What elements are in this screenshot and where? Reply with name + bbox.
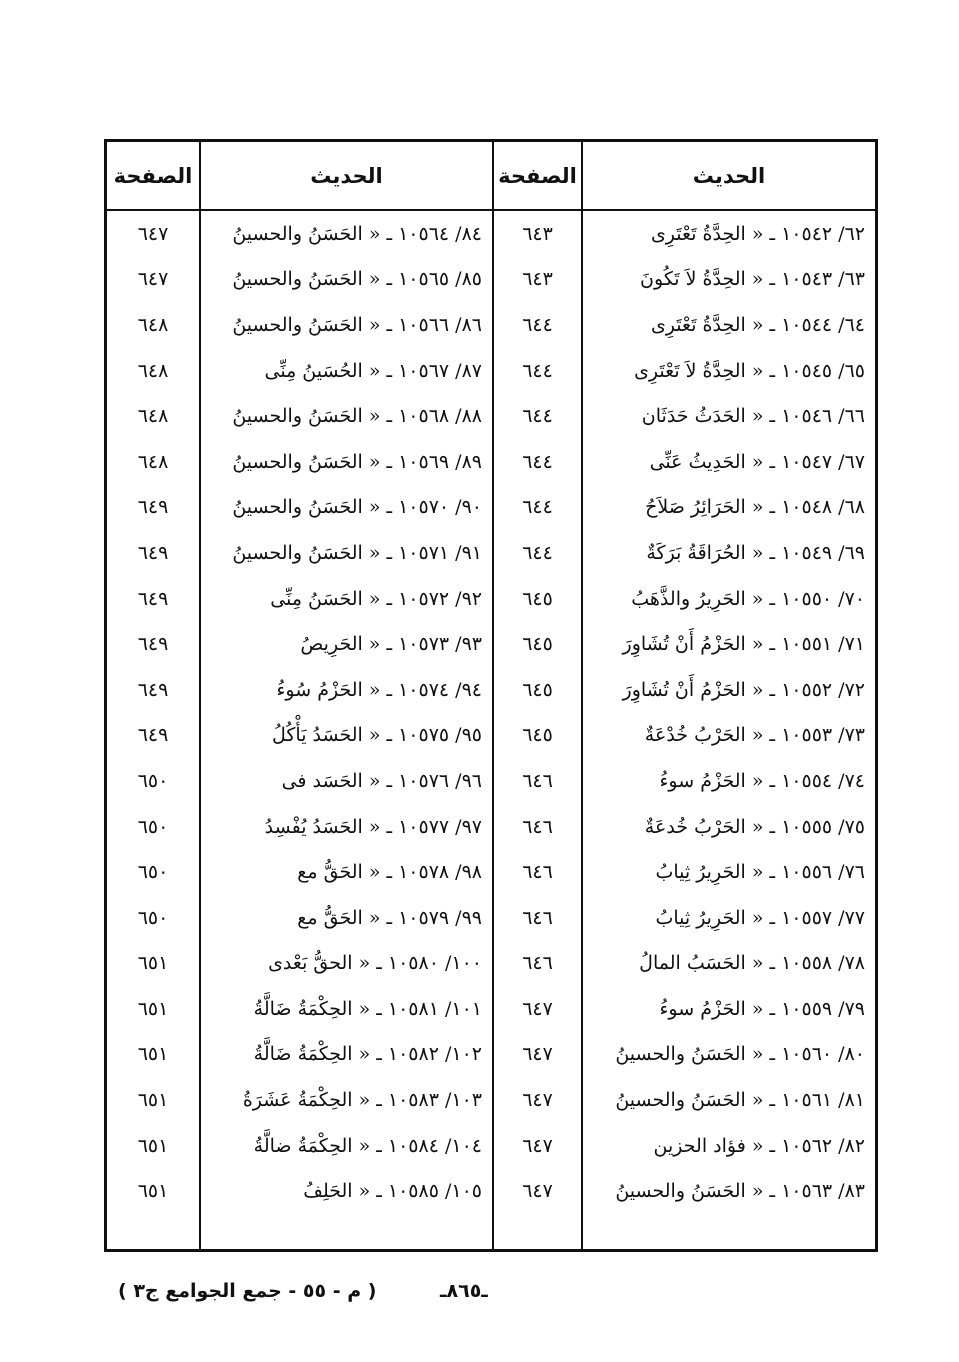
page-number-cell: ٦٤٨ <box>137 405 169 428</box>
page-number-cell: ٦٤٧ <box>137 268 169 291</box>
hadith-entry: ٧٣/ ١٠٥٥٣ ـ « الحَرْبُ خُدْعَةٌ <box>644 724 865 747</box>
page-number-cell: ٦٤٩ <box>137 541 169 564</box>
page-number: ـ٨٦٥ـ <box>440 1280 488 1302</box>
table-row <box>107 257 875 303</box>
table-row <box>107 302 875 348</box>
hadith-entry: ١٠٠/ ١٠٥٨٠ ـ « الحقُّ بَعْدى <box>268 952 482 975</box>
page-number-cell: ٦٤٩ <box>137 587 169 610</box>
page-number-cell: ٦٤٩ <box>137 678 169 701</box>
page-number-cell: ٦٤٦ <box>522 952 553 975</box>
page-number-cell: ٦٤٦ <box>522 769 553 792</box>
page-number-cell: ٦٤٨ <box>137 359 169 382</box>
table-rows <box>107 211 875 1214</box>
page-number-cell: ٦٤٩ <box>137 633 169 656</box>
page-number-cell: ٦٥٠ <box>137 769 169 792</box>
hadith-entry: ١٠٥/ ١٠٥٨٥ ـ « الحَلِفُ <box>303 1180 482 1203</box>
page-number-cell: ٦٥١ <box>137 1043 169 1066</box>
table-row <box>107 1077 875 1123</box>
hadith-entry: ٩٦/ ١٠٥٧٦ ـ « الحَسَد فى <box>281 769 482 792</box>
hadith-entry: ١٠٢/ ١٠٥٨٢ ـ « الحِكْمَةُ ضَالَّةُ <box>253 1043 482 1066</box>
page-number-cell: ٦٤٤ <box>522 496 553 519</box>
table-row <box>107 211 875 257</box>
page-number-cell: ٦٤٤ <box>522 541 553 564</box>
hadith-entry: ٧٠/ ١٠٥٥٠ ـ « الحَرِيرُ والذَّهَبُ <box>631 587 865 610</box>
hadith-entry: ١٠٤/ ١٠٥٨٤ ـ « الحِكْمَةُ ضالَّةُ <box>253 1134 482 1157</box>
page-number-cell: ٦٤٦ <box>522 815 553 838</box>
page-number-cell: ٦٤٧ <box>522 1043 553 1066</box>
page-number-cell: ٦٤٥ <box>522 678 553 701</box>
page-number-cell: ٦٤٩ <box>137 496 169 519</box>
table-row <box>107 849 875 895</box>
hadith-entry: ٩٢/ ١٠٥٧٢ ـ « الحَسَنُ مِنِّى <box>270 587 482 610</box>
hadith-entry: ٧٨/ ١٠٥٥٨ ـ « الحَسَبُ المالُ <box>639 952 865 975</box>
page-number-cell: ٦٤٥ <box>522 587 553 610</box>
table-row <box>107 986 875 1032</box>
hadith-entry: ٧٧/ ١٠٥٥٧ ـ « الحَرِيرُ ثِيابُ <box>655 906 865 929</box>
hadith-entry: ٧١/ ١٠٥٥١ ـ « الحَزْمُ أَنْ تُشَاوِرَ <box>622 633 865 656</box>
header-hadith-right: الحديث <box>692 163 766 188</box>
page-number-cell: ٦٤٥ <box>522 633 553 656</box>
page-number-cell: ٦٤٩ <box>137 724 169 747</box>
page-number-cell: ٦٤٨ <box>137 450 169 473</box>
page-number-cell: ٦٥١ <box>137 997 169 1020</box>
hadith-entry: ٩٥/ ١٠٥٧٥ ـ « الحَسَدُ يَأْكُلُ <box>271 724 482 747</box>
hadith-entry: ٩٤/ ١٠٥٧٤ ـ « الحَزْمُ سُوءُ <box>276 678 482 701</box>
hadith-entry: ٨٨/ ١٠٥٦٨ ـ « الحَسَنُ والحسينُ <box>232 405 482 428</box>
hadith-entry: ٧٢/ ١٠٥٥٢ ـ « الحَزْمُ أَنْ تُشَاوِرَ <box>622 678 865 701</box>
page-number-cell: ٦٤٦ <box>522 861 553 884</box>
hadith-entry: ٨٢/ ١٠٥٦٢ ـ « فؤاد الحزين <box>653 1134 865 1157</box>
page-number-cell: ٦٥١ <box>137 1180 169 1203</box>
page-number-cell: ٦٤٥ <box>522 724 553 747</box>
page-number-cell: ٦٥١ <box>137 1134 169 1157</box>
source-reference: ( م - ٥٥ - جمع الجوامع ج٣ ) <box>118 1280 377 1302</box>
header-hadith-left: الحديث <box>310 163 383 188</box>
hadith-entry: ٨٦/ ١٠٥٦٦ ـ « الحَسَنُ والحسينُ <box>232 313 482 336</box>
hadith-entry: ٩١/ ١٠٥٧١ ـ « الحَسَنُ والحسينُ <box>232 541 482 564</box>
hadith-entry: ٩٣/ ١٠٥٧٣ ـ « الحَرِيصُ <box>300 633 482 656</box>
hadith-entry: ٧٩/ ١٠٥٥٩ ـ « الحَزْمُ سوءُ <box>659 997 865 1020</box>
hadith-entry: ٦٢/ ١٠٥٤٢ ـ « الحِدَّةُ تَعْتَرِى <box>650 222 865 245</box>
table-row <box>107 485 875 531</box>
hadith-entry: ٧٥/ ١٠٥٥٥ ـ « الحَرْبُ خُدعَةٌ <box>644 815 865 838</box>
page-number-cell: ٦٤٤ <box>522 450 553 473</box>
table-row <box>107 439 875 485</box>
page-number-cell: ٦٤٧ <box>522 997 553 1020</box>
table-row <box>107 667 875 713</box>
hadith-entry: ٨١/ ١٠٥٦١ ـ « الحَسَنُ والحسينُ <box>615 1089 865 1112</box>
table-row <box>107 576 875 622</box>
hadith-entry: ٧٤/ ١٠٥٥٤ ـ « الحَزْمُ سوءُ <box>659 769 865 792</box>
page-number-cell: ٦٤٣ <box>522 222 553 245</box>
page-number-cell: ٦٤٣ <box>522 268 553 291</box>
header-page-left: الصفحة <box>113 163 193 188</box>
table-row <box>107 1168 875 1214</box>
hadith-entry: ٦٧/ ١٠٥٤٧ ـ « الحَدِيثُ عَنِّى <box>649 450 865 473</box>
hadith-entry: ٩٩/ ١٠٥٧٩ ـ « الحَقُّ مع <box>297 906 482 929</box>
page-number-cell: ٦٤٧ <box>522 1180 553 1203</box>
hadith-entry: ٩٠/ ١٠٥٧٠ ـ « الحَسَنُ والحسينُ <box>232 496 482 519</box>
hadith-entry: ٦٨/ ١٠٥٤٨ ـ « الحَرَائِرُ صَلاَحُ <box>645 496 865 519</box>
hadith-entry: ٧٦/ ١٠٥٥٦ ـ « الحَرِيرُ ثِيابُ <box>655 861 865 884</box>
hadith-entry: ٦٩/ ١٠٥٤٩ ـ « الحُرَاقَةُ بَرَكَةٌ <box>646 541 865 564</box>
hadith-entry: ٨٩/ ١٠٥٦٩ ـ « الحَسَنُ والحسينُ <box>232 450 482 473</box>
hadith-entry: ٨٣/ ١٠٥٦٣ ـ « الحَسَنُ والحسينُ <box>615 1180 865 1203</box>
hadith-entry: ٨٠/ ١٠٥٦٠ ـ « الحَسَنُ والحسينُ <box>615 1043 865 1066</box>
hadith-entry: ٨٧/ ١٠٥٦٧ ـ « الحُسَينُ مِنِّى <box>264 359 482 382</box>
hadith-entry: ٦٤/ ١٠٥٤٤ ـ « الحِدَّةُ تَعْتَرِى <box>650 313 865 336</box>
table-row <box>107 713 875 759</box>
index-table <box>104 139 878 1252</box>
table-row <box>107 895 875 941</box>
hadith-entry: ٩٧/ ١٠٥٧٧ ـ « الحَسَدُ يُفْسِدُ <box>264 815 482 838</box>
table-row <box>107 621 875 667</box>
page-number-cell: ٦٥١ <box>137 952 169 975</box>
hadith-entry: ٨٥/ ١٠٥٦٥ ـ « الحَسَنُ والحسينُ <box>232 268 482 291</box>
page-number-cell: ٦٤٧ <box>137 222 169 245</box>
table-row <box>107 348 875 394</box>
page-number-cell: ٦٤٤ <box>522 313 553 336</box>
table-row <box>107 530 875 576</box>
hadith-entry: ١٠١/ ١٠٥٨١ ـ « الحِكْمَةُ ضَالَّةُ <box>253 997 482 1020</box>
hadith-entry: ٦٥/ ١٠٥٤٥ ـ « الحِدَّةُ لاَ تَعْتَرِى <box>634 359 865 382</box>
table-row <box>107 1123 875 1169</box>
page-number-cell: ٦٤٤ <box>522 359 553 382</box>
hadith-entry: ٩٨/ ١٠٥٧٨ ـ « الحَقُّ مع <box>297 861 482 884</box>
page-number-cell: ٦٥١ <box>137 1089 169 1112</box>
page-number-cell: ٦٤٧ <box>522 1134 553 1157</box>
hadith-entry: ٨٤/ ١٠٥٦٤ ـ « الحَسَنُ والحسينُ <box>232 222 482 245</box>
table-row <box>107 941 875 987</box>
page-number-cell: ٦٤٧ <box>522 1089 553 1112</box>
table-row <box>107 1032 875 1078</box>
table-row <box>107 804 875 850</box>
table-row <box>107 393 875 439</box>
header-page-right: الصفحة <box>498 163 577 188</box>
page-number-cell: ٦٥٠ <box>137 906 169 929</box>
page-number-cell: ٦٥٠ <box>137 815 169 838</box>
page-number-cell: ٦٥٠ <box>137 861 169 884</box>
page-number-cell: ٦٤٦ <box>522 906 553 929</box>
page-number-cell: ٦٤٤ <box>522 405 553 428</box>
table-row <box>107 758 875 804</box>
hadith-entry: ٦٦/ ١٠٥٤٦ ـ « الحَدَثُ حَدَثَان <box>641 405 865 428</box>
page-number-cell: ٦٤٨ <box>137 313 169 336</box>
hadith-entry: ١٠٣/ ١٠٥٨٣ ـ « الحِكْمَةُ عَشَرَةُ <box>242 1089 482 1112</box>
hadith-entry: ٦٣/ ١٠٥٤٣ ـ « الحِدَّةُ لاَ تَكُونَ <box>640 268 865 291</box>
